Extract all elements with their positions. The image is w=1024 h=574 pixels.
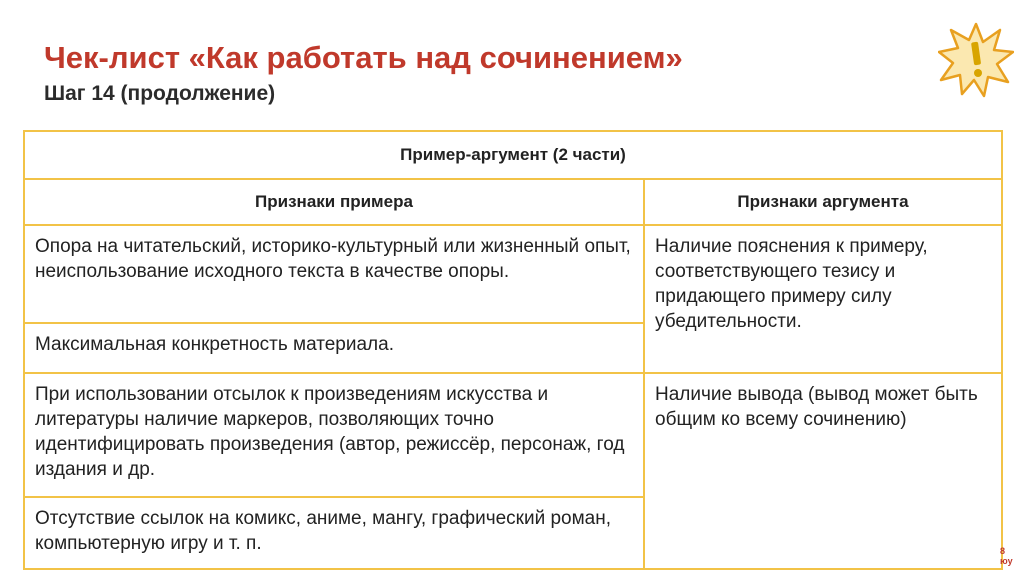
checklist-table — [23, 130, 1003, 570]
corner-logo-mark: 8 юу — [1000, 546, 1013, 566]
example-feature-1: Опора на читательский, историко-культурный или жизненный опыт, неиспользование исходного текста в качестве опоры. — [24, 225, 644, 323]
slide-title: Чек-лист «Как работать над сочинением» — [44, 40, 683, 75]
slide-subtitle: Шаг 14 (продолжение) — [44, 82, 276, 105]
exclamation-burst-icon — [938, 22, 1014, 98]
example-feature-4: Отсутствие ссылок на комикс, аниме, мангу, графический роман, компьютерную игру и т. п. — [24, 497, 644, 569]
table-main-header: Пример-аргумент (2 части) — [24, 131, 1002, 179]
argument-feature-1: Наличие пояснения к примеру, соответствующего тезису и придающего примеру силу убедительности. — [644, 225, 1002, 373]
example-feature-2: Максимальная конкретность материала. — [24, 323, 644, 373]
column-header-argument: Признаки аргумента — [644, 179, 1002, 225]
column-header-example: Признаки примера — [24, 179, 644, 225]
argument-feature-2: Наличие вывода (вывод может быть общим ко всему сочинению) — [644, 373, 1002, 569]
example-feature-3: При использовании отсылок к произведениям искусства и литературы наличие маркеров, позволяющих точно идентифицировать произведения (автор, режиссёр, персонаж, год издания и др. — [24, 373, 644, 497]
